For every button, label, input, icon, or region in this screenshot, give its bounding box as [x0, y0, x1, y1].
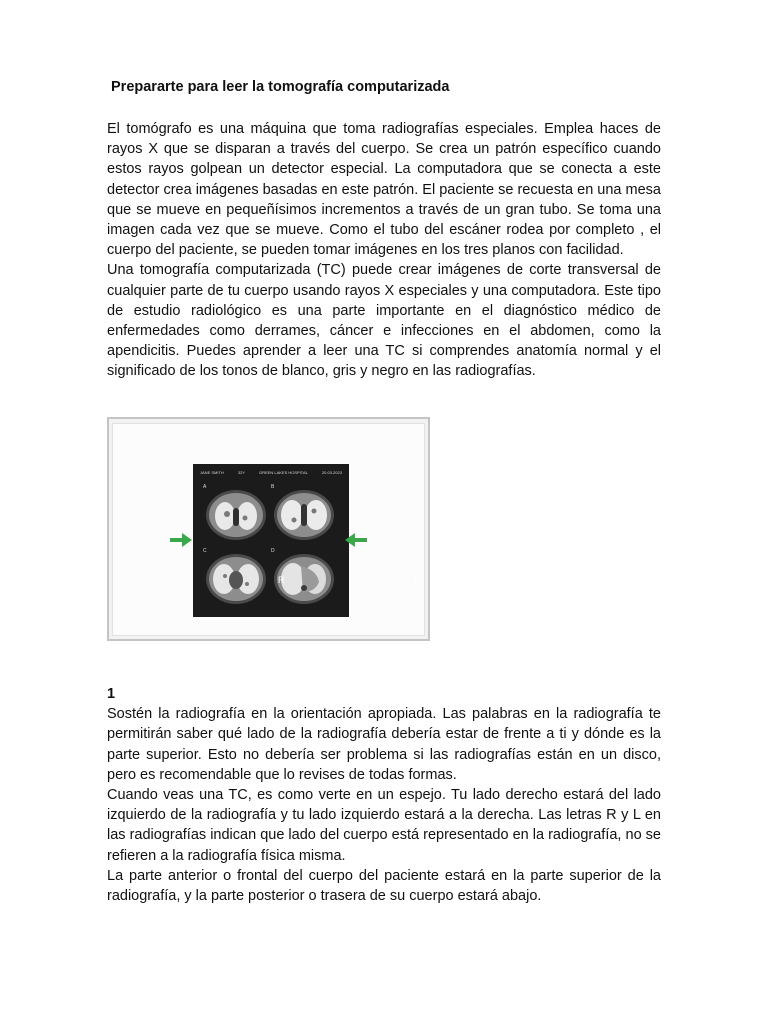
arrow-left-icon: [345, 533, 367, 552]
ct-patient-age: 32Y: [237, 469, 245, 475]
ct-slice-c-image: [203, 548, 269, 608]
document-title: Prepararte para leer la tomografía computarizada: [111, 79, 450, 95]
left-side-label: L: [414, 575, 420, 585]
ct-slice-b: [271, 484, 337, 544]
ct-patient-name: JANE SMITH: [200, 469, 224, 475]
intro-paragraph: Una tomografía computarizada (TC) puede crear imágenes de corte transversal de cualquier parte de tu cuerpo usando rayos X especiales y una computadora. Este tipo de estudio radiológico es una parte importante en el diagnóstico médico de enfermedades como derrames, cáncer e infecciones en el abdomen, como la apendicitis. Puedes aprender a leer una TC si comprendes anatomía normal y el significado de los tonos de blanco, gris y negro en las radiografías.: [107, 262, 661, 380]
ct-slice-c: [203, 548, 269, 608]
step-paragraph: Sostén la radiografía en la orientación apropiada. Las palabras en la radiografía te permitirán saber qué lado de la radiografía debería estar de frente a ti y dónde es la parte superior. Esto no debería ser problema si las radiografías están en un disco, pero es recomendable que lo revises de todas formas.: [107, 706, 661, 783]
step-paragraph: La parte anterior o frontal del cuerpo del paciente estará en la parte superior de la radiografía, y la parte posterior o trasera de su cuerpo estará abajo.: [107, 867, 661, 905]
ct-scan-header: [193, 467, 349, 477]
step-paragraph: Cuando veas una TC, es como verte en un espejo. Tu lado derecho estará del lado izquierdo de la radiografía y tu lado izquierdo estará a la derecha. Las letras R y L en las radiografías indican que lado del cuerpo está representado en la radiografía, no se refieren a la radiografía física misma.: [107, 787, 661, 864]
step-number: 1: [107, 686, 116, 702]
intro-section: [107, 119, 661, 382]
ct-figure: [107, 417, 430, 641]
ct-slice-b-image: [271, 484, 337, 544]
arrow-right-icon: [170, 533, 192, 552]
step-section: [107, 684, 661, 906]
ct-figure-frame: [112, 423, 425, 636]
ct-slice-a: [203, 484, 269, 544]
ct-hospital: GREEN LAKES HOSPITAL: [259, 469, 308, 475]
right-side-label: R: [278, 575, 285, 585]
ct-slice-a-image: [203, 484, 269, 544]
ct-date: 20.03.2023: [321, 469, 342, 475]
slice-label-b: B: [271, 484, 275, 490]
intro-paragraph: El tomógrafo es una máquina que toma radiografías especiales. Emplea haces de rayos X que se disparan a través del cuerpo. Se crea un patrón específico cuando estos rayos golpean un detector especial. La computadora que se conecta a este detector crea imágenes basadas en este patrón. El paciente se recuesta en una mesa que se mueve en pequeñísimos incrementos a través de un gran tubo. Se toma una imagen cada vez que se mueve. Como el tubo del escáner rodea por completo , el cuerpo del paciente, se pueden tomar imágenes en los tres planos con facilidad.: [107, 121, 661, 259]
slice-label-a: A: [203, 484, 207, 490]
slice-label-c: C: [203, 548, 207, 554]
slice-label-d: D: [271, 548, 275, 554]
ct-scan-panel: [193, 464, 420, 617]
